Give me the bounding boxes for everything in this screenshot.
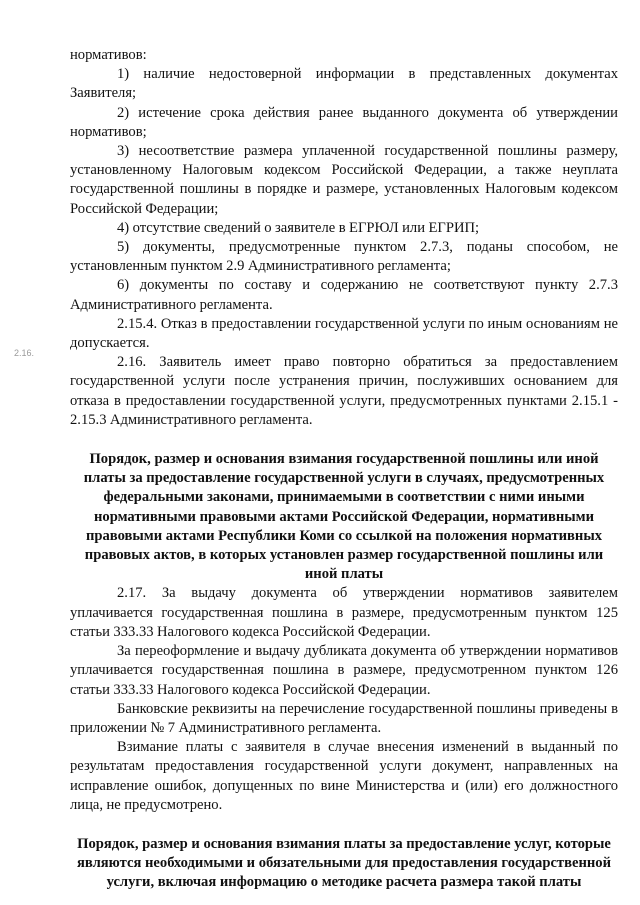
paragraph-2-16: 2.16. Заявитель имеет право повторно обратиться за предоставлением государственной услуги после устранения причин, послуживших основанием для отказа в предоставлении государственной услуги, предусмотренных пунктами 2.15.1 - 2.15.3 Административного регламента. xyxy=(70,354,618,428)
paragraph-item-5: 5) документы, предусмотренные пунктом 2.7.3, поданы способом, не установленным пунктом 2.9 Административного регламента; xyxy=(70,239,618,275)
section-heading-state-fee: Порядок, размер и основания взимания государственной пошлины или иной платы за предоставление государственной услуги в случаях, предусмотренных федеральными законами, принимаемыми в соответствии с ними иными нормативными правовыми актами Российской Федерации, нормативными правовыми актами Республики Коми со ссылкой на положения нормативных правовых актов, в которых установлен размер государственной пошлины или иной платы xyxy=(83,451,605,583)
paragraph-item-2: 2) истечение срока действия ранее выданного документа об утверждении нормативов; xyxy=(70,104,618,140)
margin-mark: 2.16. xyxy=(14,348,35,358)
document-body xyxy=(70,46,618,893)
paragraph-item-6: 6) документы по составу и содержанию не соответствуют пункту 2.7.3 Административного регламента. xyxy=(70,277,618,313)
paragraph-2-17: 2.17. За выдачу документа об утверждении нормативов заявителем уплачивается государственная пошлина в размере, предусмотренным пунктом 125 статьи 333.33 Налогового кодекса Российской Федерации. xyxy=(70,585,618,640)
paragraph-duplicate-fee: За переоформление и выдачу дубликата документа об утверждении нормативов уплачивается государственная пошлина в размере, предусмотренном пунктом 126 статьи 333.33 Налогового кодекса Российской Федерации. xyxy=(70,643,618,698)
paragraph-2-15-4: 2.15.4. Отказ в предоставлении государственной услуги по иным основаниям не допускается. xyxy=(70,315,618,352)
paragraph-continuation: нормативов: xyxy=(70,47,147,63)
section-heading-required-services-fee: Порядок, размер и основания взимания платы за предоставление услуг, которые являются необходимыми и обязательными для предоставления государственной услуги, включая информацию о методике расчета размера такой платы xyxy=(77,835,611,891)
paragraph-item-4: 4) отсутствие сведений о заявителе в ЕГРЮЛ или ЕГРИП; xyxy=(117,219,480,236)
paragraph-no-fee-corrections: Взимание платы с заявителя в случае внесения изменений в выданный по результатам предоставления государственной услуги документ, направленных на исправление ошибок, допущенных по вине Министерства и (или) его должностного лица, не предусмотрено. xyxy=(70,739,618,813)
paragraph-item-1: 1) наличие недостоверной информации в представленных документах Заявителя; xyxy=(70,66,618,102)
paragraph-item-3: 3) несоответствие размера уплаченной государственной пошлины размеру, установленному Налоговым кодексом Российской Федерации, а также неуплата государственной пошлины в порядке и размере, установленных Налоговым кодексом Российской Федерации; xyxy=(70,143,618,217)
paragraph-bank-details: Банковские реквизиты на перечисление государственной пошлины приведены в приложении № 7 Административного регламента. xyxy=(70,700,618,736)
